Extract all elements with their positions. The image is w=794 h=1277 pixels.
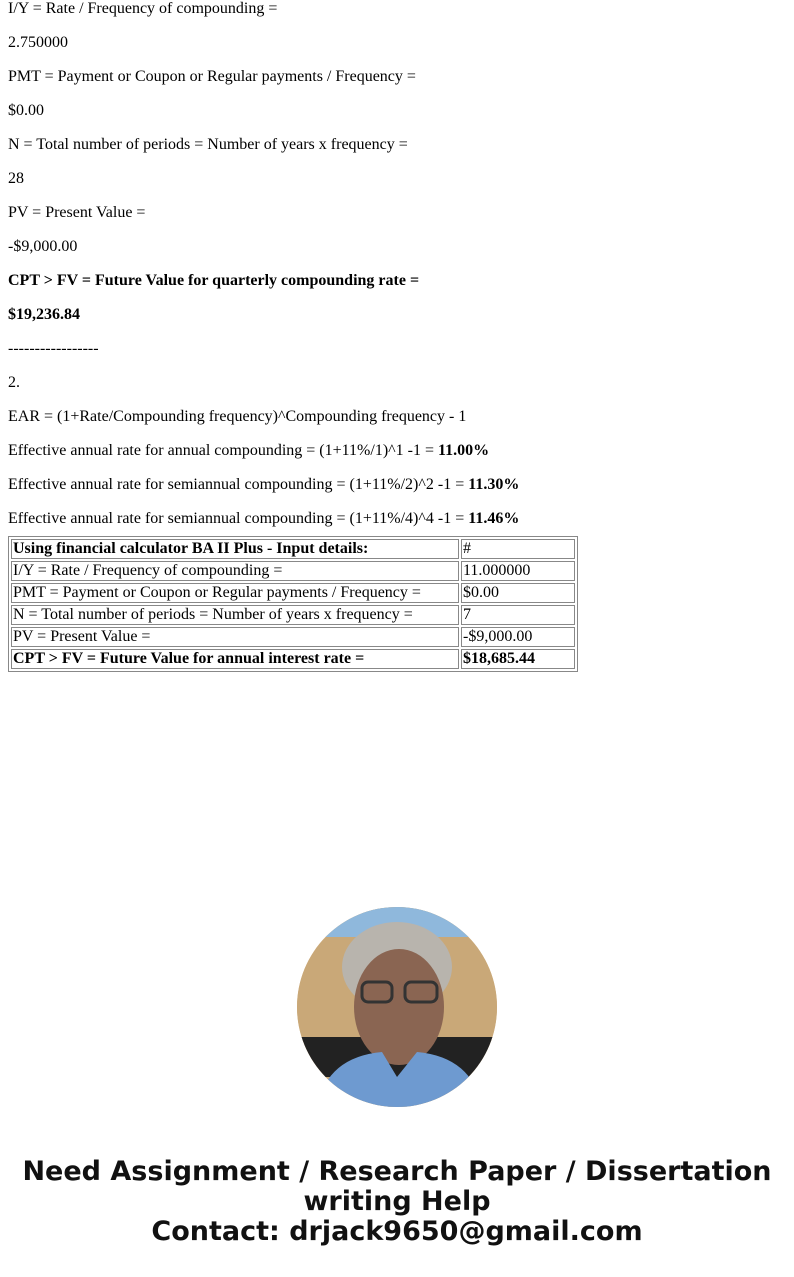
portrait-image	[297, 907, 497, 1107]
table-cell: 11.000000	[461, 561, 575, 581]
table-cell: PMT = Payment or Coupon or Regular payments / Frequency =	[11, 583, 459, 603]
table-cell: #	[461, 539, 575, 559]
ear-value: 11.00%	[438, 442, 490, 459]
table-cell: 7	[461, 605, 575, 625]
line	[8, 272, 578, 290]
line: I/Y = Rate / Frequency of compounding =	[8, 0, 278, 17]
footer-contact: Contact: drjack9650@gmail.com	[151, 1216, 643, 1247]
footer-line: writing Help	[303, 1186, 491, 1217]
table-row	[11, 561, 575, 581]
document-content	[8, 0, 578, 672]
line	[8, 306, 578, 324]
separator: -----------------	[8, 340, 99, 357]
line: PMT = Payment or Coupon or Regular payments / Frequency =	[8, 68, 416, 85]
line: PV = Present Value =	[8, 204, 146, 221]
table-cell: I/Y = Rate / Frequency of compounding =	[11, 561, 459, 581]
contact-footer	[0, 1157, 794, 1247]
calculator-table	[8, 536, 578, 672]
table-row	[11, 583, 575, 603]
line: EAR = (1+Rate/Compounding frequency)^Compounding frequency - 1	[8, 408, 467, 425]
bold-text: CPT > FV = Future Value for quarterly compounding rate =	[8, 272, 420, 289]
table-row	[11, 649, 575, 669]
ear-value: 11.30%	[468, 476, 520, 493]
table-row	[11, 605, 575, 625]
table-cell: $18,685.44	[463, 650, 535, 667]
table-cell: CPT > FV = Future Value for annual interest rate =	[13, 650, 365, 667]
ear-formula: Effective annual rate for semiannual compounding = (1+11%/2)^2 -1 =	[8, 476, 469, 493]
ear-line	[8, 442, 578, 460]
ear-value: 11.46%	[468, 510, 520, 527]
ear-formula: Effective annual rate for annual compounding = (1+11%/1)^1 -1 =	[8, 442, 438, 459]
footer-line: Need Assignment / Research Paper / Dissertation	[22, 1156, 772, 1187]
table-header: Using financial calculator BA II Plus - Input details:	[13, 540, 369, 557]
table-row	[11, 539, 575, 559]
line: $0.00	[8, 102, 44, 119]
line: 2.	[8, 374, 20, 391]
table-cell: -$9,000.00	[461, 627, 575, 647]
ear-line	[8, 476, 578, 494]
line: 28	[8, 170, 24, 187]
table-row	[11, 627, 575, 647]
author-avatar	[297, 907, 497, 1107]
table-cell: N = Total number of periods = Number of years x frequency =	[11, 605, 459, 625]
bold-text: $19,236.84	[8, 306, 80, 323]
line: 2.750000	[8, 34, 68, 51]
line: -$9,000.00	[8, 238, 78, 255]
table-cell: PV = Present Value =	[11, 627, 459, 647]
ear-line	[8, 510, 578, 528]
table-cell: $0.00	[461, 583, 575, 603]
line: N = Total number of periods = Number of years x frequency =	[8, 136, 408, 153]
ear-formula: Effective annual rate for semiannual compounding = (1+11%/4)^4 -1 =	[8, 510, 469, 527]
